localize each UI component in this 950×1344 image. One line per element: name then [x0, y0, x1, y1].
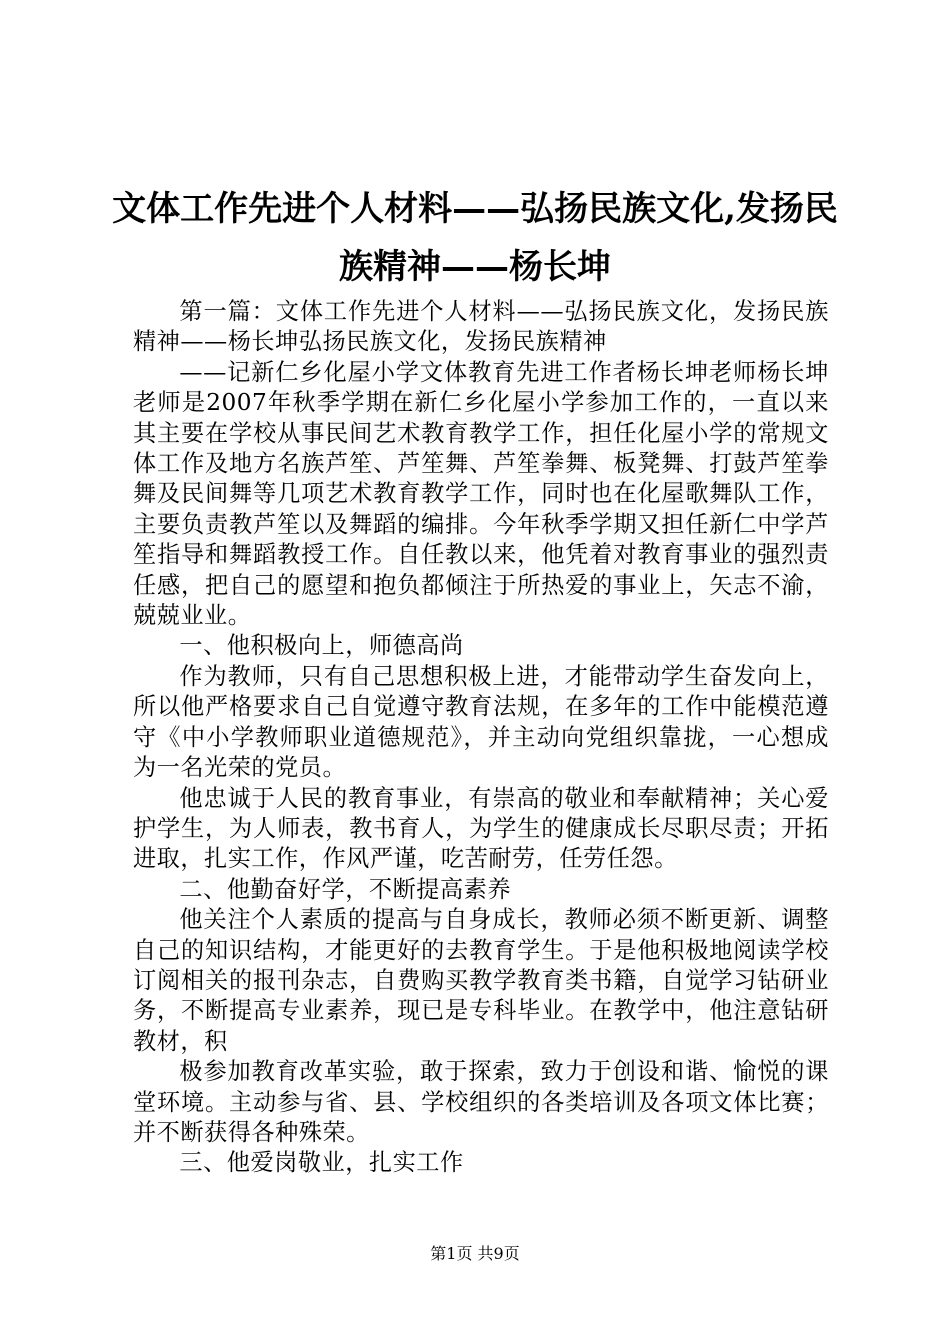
section-heading-2: 二、他勤奋好学，不断提高素养	[179, 875, 512, 903]
paragraph-intro: 第一篇：文体工作先进个人材料——弘扬民族文化，发扬民族精神——杨长坤弘扬民族文化，发扬民族精神	[133, 298, 829, 356]
document-body	[133, 297, 829, 1179]
document-title: 文体工作先进个人材料——弘扬民族文化,发扬民族精神——杨长坤	[112, 189, 838, 287]
section-heading-1: 一、他积极向上，师德高尚	[179, 632, 464, 660]
paragraph-learning: 他关注个人素质的提高与自身成长，教师必须不断更新、调整自己的知识结构，才能更好的去教育学生。于是他积极地阅读学校订阅相关的报刊杂志，自费购买教学教育类书籍，自觉学习钻研业务，不断提高专业素养，现已是专科毕业。在教学中，他注意钻研教材，积	[133, 906, 829, 1055]
paragraph-reform: 极参加教育改革实验，敢于探索，致力于创设和谐、愉悦的课堂环境。主动参与省、县、学校组织的各类培训及各项文体比赛；并不断获得各种殊荣。	[133, 1058, 829, 1146]
page-footer: 第1页 共9页	[430, 1244, 520, 1263]
paragraph-dedication: 他忠诚于人民的教育事业，有崇高的敬业和奉献精神；关心爱护学生，为人师表，教书育人，为学生的健康成长尽职尽责；开拓进取，扎实工作，作风严谨，吃苦耐劳，任劳任怨。	[133, 784, 829, 873]
paragraph-ethics: 作为教师，只有自己思想积极上进，才能带动学生奋发向上，所以他严格要求自己自觉遵守教育法规，在多年的工作中能模范遵守《中小学教师职业道德规范》，并主动向党组织靠拢，一心想成为一名光荣的党员。	[133, 662, 829, 782]
paragraph-background: ——记新仁乡化屋小学文体教育先进工作者杨长坤老师杨长坤老师是2007年秋季学期在新仁乡化屋小学参加工作的，一直以来其主要在学校从事民间艺术教育教学工作，担任化屋小学的常规文体工作及地方名族芦笙、芦笙舞、芦笙拳舞、板凳舞、打鼓芦笙拳舞及民间舞等几项艺术教育教学工作，同时也在化屋歌舞队工作，主要负责教芦笙以及舞蹈的编排。今年秋季学期又担任新仁中学芦笙指导和舞蹈教授工作。自任教以来，他凭着对教育事业的强烈责任感，把自己的愿望和抱负都倾注于所热爱的事业上，矢志不渝，兢兢业业。	[133, 358, 829, 630]
section-heading-3: 三、他爱岗敬业，扎实工作	[179, 1149, 464, 1177]
